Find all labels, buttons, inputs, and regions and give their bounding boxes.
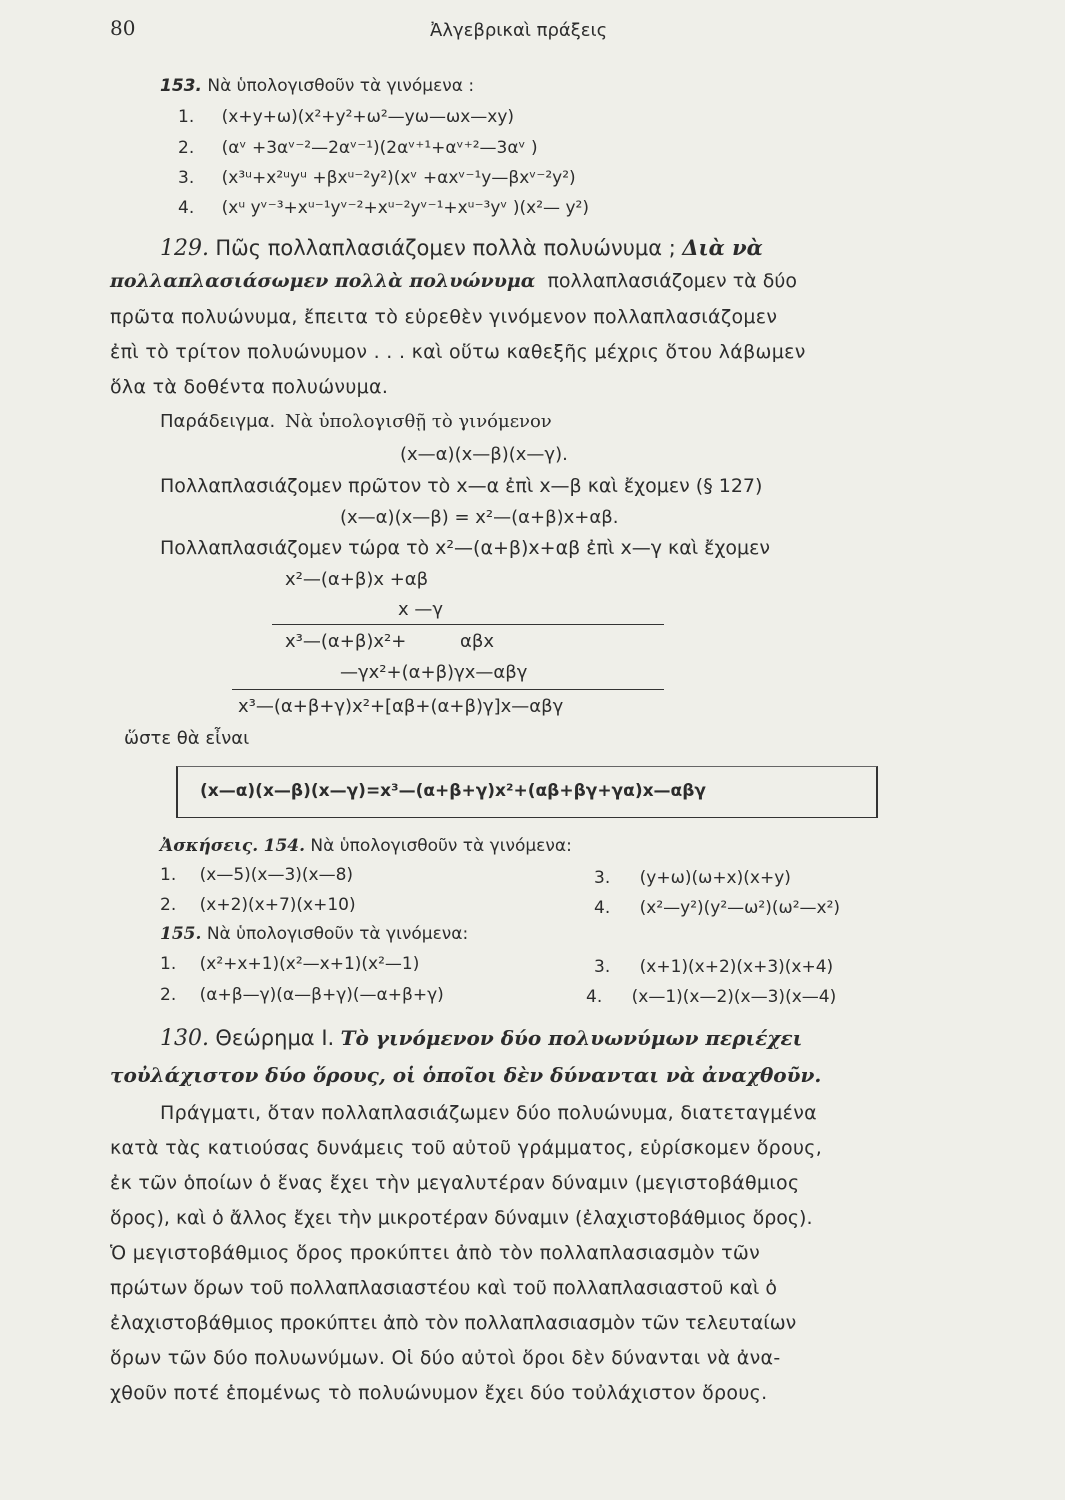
exercise-153-item [178, 107, 514, 127]
example-label: Παράδειγμα. [160, 411, 276, 432]
body-line: ἐλαχιστοβάθμιος προκύπτει ἀπὸ τὸν πολλαπλασιασμὸν τῶν τελευταίων [110, 1312, 797, 1334]
body-line: ὅρων τῶν δύο πολυωνύμων. Οἱ δύο αὐτοὶ ὅροι δὲν δύνανται νὰ ἀνα- [110, 1347, 781, 1369]
exercise-155-item [160, 954, 419, 974]
item-expression: (y+ω)(ω+x)(x+y) [639, 868, 791, 888]
step-2-text: Πολλαπλασιάζομεν τώρα τὸ x²—(α+β)x+αβ ἐπὶ x—γ καὶ ἔχομεν [160, 537, 771, 559]
item-number: 4. [586, 987, 603, 1007]
body-line: ὅρος), καὶ ὁ ἄλλος ἔχει τὴν μικροτέραν δύναμιν (ἐλαχιστοβάθμιος ὅρος). [110, 1207, 813, 1229]
item-expression: (x+1)(x+2)(x+3)(x+4) [639, 957, 834, 977]
partial-product-1 [285, 631, 494, 652]
exercise-153-heading [160, 76, 474, 96]
item-expression: (x+2)(x+7)(x+10) [199, 895, 356, 915]
section-129-heading [160, 235, 763, 261]
exercise-154-label: 154. [263, 836, 306, 856]
section-130-label: 130. [160, 1026, 209, 1051]
exercise-153-item [178, 168, 576, 188]
item-expression: (α+β—γ)(α—β+γ)(—α+β+γ) [199, 985, 444, 1005]
theorem-statement-end: τοὐλάχιστον δύο ὅρους, οἱ ὁποῖοι δὲν δύνανται νὰ ἀναχθοῦν. [110, 1063, 822, 1087]
item-number: 3. [594, 957, 611, 977]
theorem-label: Θεώρημα I. [215, 1026, 335, 1050]
section-129-answer-rest: πολλαπλασιάζομεν τὰ δύο [547, 270, 797, 292]
exercise-154-item [594, 868, 791, 888]
section-129-label: 129. [160, 236, 209, 261]
step-1-expression: (x—α)(x—β) = x²—(α+β)x+αβ. [340, 507, 619, 528]
partial-product-1-last-term: αβx [460, 631, 495, 652]
item-expression: (x—5)(x—3)(x—8) [199, 865, 354, 885]
item-expression: (x²+x+1)(x²—x+1)(x²—1) [199, 954, 420, 974]
exercise-153-instruction: Νὰ ὑπολογισθοῦν τὰ γινόμενα : [207, 76, 475, 96]
step-1-text: Πολλαπλασιάζομεν πρῶτον τὸ x—α ἐπὶ x—β καὶ ἔχομεν (§ 127) [160, 475, 763, 497]
body-line: ἐκ τῶν ὁποίων ὁ ἕνας ἔχει τὴν μεγαλυτέραν δύναμιν (μεγιστοβάθμιος [110, 1172, 800, 1194]
item-expression: (αᵛ +3αᵛ⁻²—2αᵛ⁻¹)(2αᵛ⁺¹+αᵛ⁺²—3αᵛ ) [221, 138, 538, 158]
exercise-154-item [160, 865, 353, 885]
section-129-answer-start: Διὰ νὰ [682, 235, 763, 260]
exercise-155-item [160, 985, 444, 1005]
example-heading [160, 411, 552, 432]
section-129-line-3: ἐπὶ τὸ τρίτον πολυώνυμον . . . καὶ οὕτω καθεξῆς μέχρις ὅτου λάβωμεν [110, 341, 806, 363]
body-line: χθοῦν ποτέ ἑπομένως τὸ πολυώνυμον ἔχει δύο τοὐλάχιστον ὅρους. [110, 1382, 768, 1404]
partial-product-1-terms: x³—(α+β)x²+ [285, 631, 407, 652]
theorem-statement-start: Τὸ γινόμενον δύο πολυωνύμων περιέχει [340, 1026, 803, 1050]
item-expression: (x+y+ω)(x²+y²+ω²—yω—ωx—xy) [221, 107, 515, 127]
item-number: 1. [160, 954, 177, 974]
item-expression: (x²—y²)(y²—ω²)(ω²—x²) [639, 898, 841, 918]
item-expression: (x³ᵘ+x²ᵘyᵘ +βxᵘ⁻²y²)(xᵛ +αxᵛ⁻¹y—βxᵛ⁻²y²) [221, 168, 576, 188]
exercises-label: Ἀσκήσεις. [160, 836, 259, 856]
item-number: 1. [178, 107, 195, 127]
item-number: 2. [160, 895, 177, 915]
body-line: Πράγματι, ὅταν πολλαπλασιάζωμεν δύο πολυώνυμα, διατεταγμένα [160, 1102, 817, 1124]
exercise-155-label: 155. [160, 924, 202, 944]
section-129-question: Πῶς πολλαπλασιάζομεν πολλὰ πολυώνυμα ; [215, 236, 676, 260]
multiplier: x —γ [398, 599, 444, 620]
therefore-text: ὥστε θὰ εἶναι [124, 728, 250, 749]
body-line: κατὰ τὰς κατιούσας δυνάμεις τοῦ αὐτοῦ γράμματος, εὑρίσκομεν ὅρους, [110, 1137, 823, 1159]
item-number: 2. [178, 138, 195, 158]
partial-product-2: —γx²+(α+β)γx—αβγ [340, 662, 528, 683]
result-box [176, 766, 878, 818]
section-129-line-2: πρῶτα πολυώνυμα, ἔπειτα τὸ εὑρεθὲν γινόμενον πολλαπλασιάζομεν [110, 306, 778, 328]
item-number: 2. [160, 985, 177, 1005]
body-line: Ὁ μεγιστοβάθμιος ὅρος προκύπτει ἀπὸ τὸν πολλαπλασιασμὸν τῶν [110, 1242, 761, 1264]
exercise-155-heading [160, 924, 468, 944]
item-expression: (xᵘ yᵛ⁻³+xᵘ⁻¹yᵛ⁻²+xᵘ⁻²yᵛ⁻¹+xᵘ⁻³yᵛ )(x²— y²) [221, 198, 589, 218]
item-number: 4. [594, 898, 611, 918]
multiplication-rule-2 [232, 689, 664, 690]
multiplicand: x²—(α+β)x +αβ [285, 569, 429, 590]
section-129-line-1 [110, 270, 797, 292]
exercise-154-item [594, 898, 840, 918]
item-number: 4. [178, 198, 195, 218]
exercise-155-item [594, 957, 833, 977]
section-129-line-4: ὅλα τὰ δοθέντα πολυώνυμα. [110, 376, 389, 398]
exercise-153-item [178, 138, 538, 158]
exercise-154-item [160, 895, 356, 915]
exercise-154-heading [160, 836, 572, 856]
example-expression: (x—α)(x—β)(x—γ). [400, 444, 568, 465]
item-expression: (x—1)(x—2)(x—3)(x—4) [631, 987, 837, 1007]
exercise-153-label: 153. [160, 76, 202, 96]
item-number: 3. [178, 168, 195, 188]
body-line: πρώτων ὅρων τοῦ πολλαπλασιαστέου καὶ τοῦ πολλαπλασιαστοῦ καὶ ὁ [110, 1277, 777, 1299]
final-product: x³—(α+β+γ)x²+[αβ+(α+β)γ]x—αβγ [238, 696, 564, 717]
running-title: Ἀλγεβρικαὶ πράξεις [430, 20, 608, 41]
multiplication-rule-1 [272, 624, 664, 625]
exercise-155-instruction: Νὰ ὑπολογισθοῦν τὰ γινόμενα: [206, 924, 469, 944]
page-number: 80 [110, 16, 136, 40]
item-number: 3. [594, 868, 611, 888]
exercise-155-item [586, 987, 836, 1007]
exercise-154-instruction: Νὰ ὑπολογισθοῦν τὰ γινόμενα: [310, 836, 572, 856]
exercise-153-item [178, 198, 589, 218]
section-130-heading [160, 1026, 802, 1051]
example-text: Νὰ ὑπολογισθῇ τὸ γινόμενον [284, 411, 552, 432]
boxed-result: (x—α)(x—β)(x—γ)=x³—(α+β+γ)x²+(αβ+βγ+γα)x—αβγ [200, 781, 706, 801]
item-number: 1. [160, 865, 177, 885]
section-129-answer-bold: πολλαπλασιάσωμεν πολλὰ πολυώνυμα [110, 270, 536, 292]
